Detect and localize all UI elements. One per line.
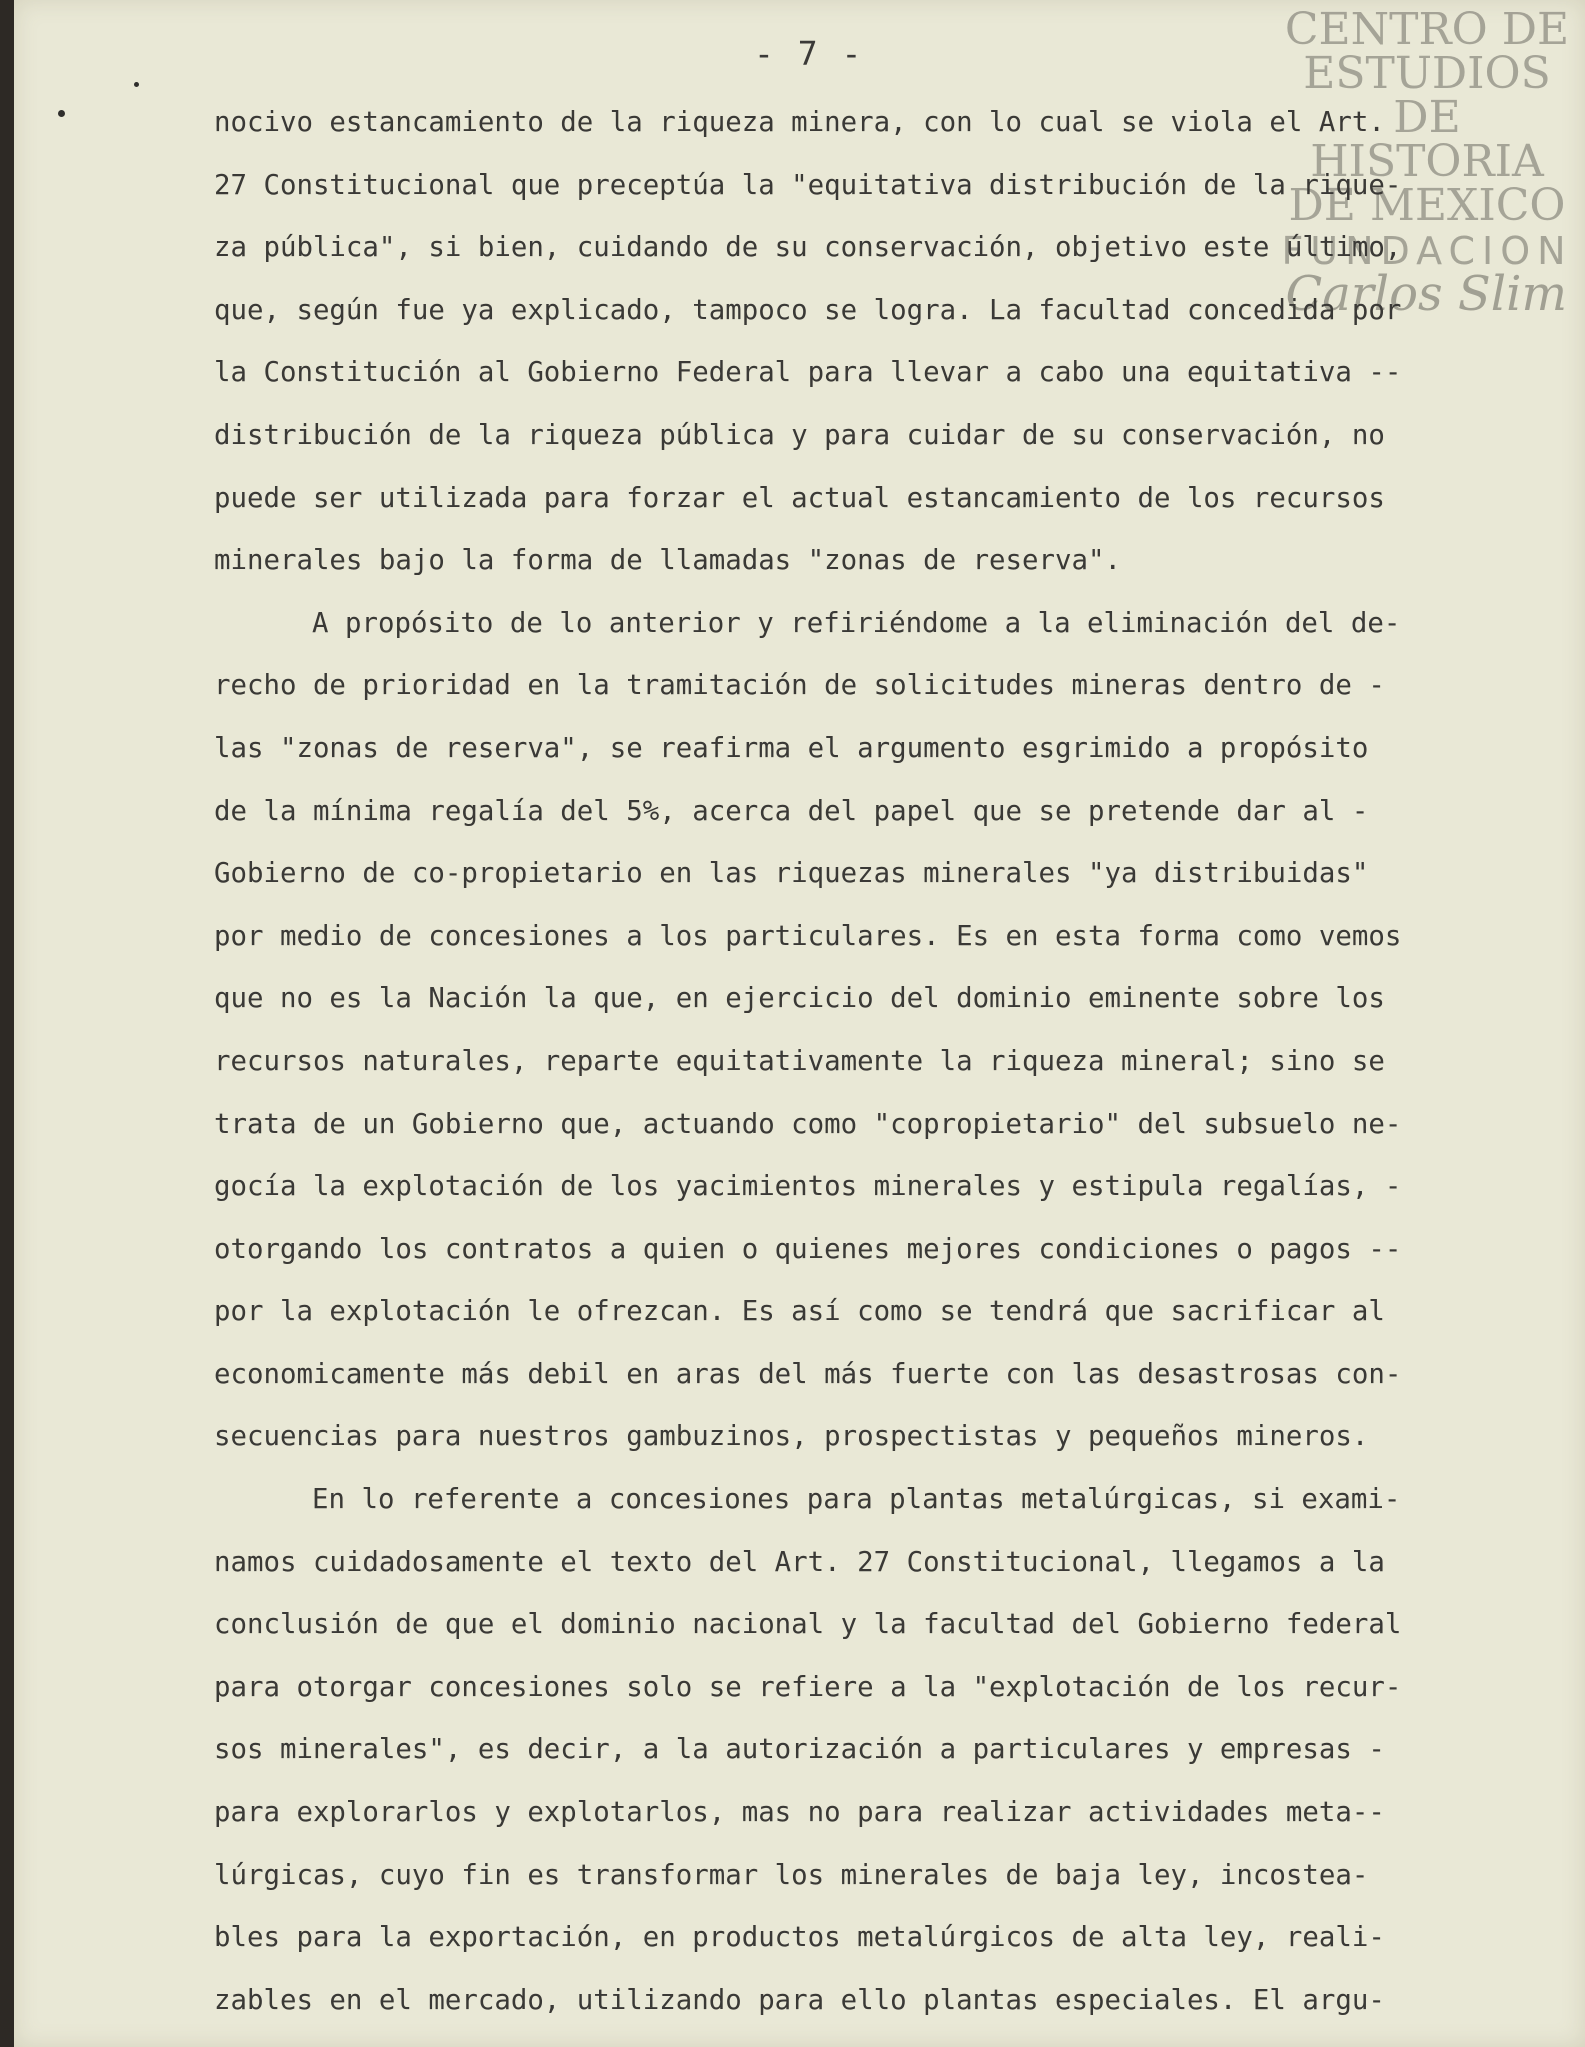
text-line: las "zonas de reserva", se reafirma el argumento esgrimido a propósito — [214, 732, 1369, 764]
text-line: distribución de la riqueza pública y para cuidar de su conservación, no — [214, 419, 1385, 451]
text-line: Gobierno de co-propietario en las riquezas minerales "ya distribuidas" — [214, 858, 1369, 890]
watermark-signature: Carlos Slim — [1285, 266, 1567, 322]
text-line: recursos naturales, reparte equitativamente la riqueza mineral; sino se — [214, 1045, 1385, 1077]
text-line: la Constitución al Gobierno Federal para llevar a cabo una equitativa -- — [214, 357, 1402, 389]
paragraph-first-line: En lo referente a concesiones para plantas metalúrgicas, si exami- — [312, 1484, 1401, 1516]
text-line: economicamente más debil en aras del más fuerte con las desastrosas con- — [214, 1358, 1402, 1390]
text-line: minerales bajo la forma de llamadas "zonas de reserva". — [214, 545, 1121, 577]
watermark-line: DE HISTORIA — [1310, 92, 1544, 187]
text-line: por la explotación le ofrezcan. Es así como se tendrá que sacrificar al — [214, 1296, 1385, 1328]
text-line: que no es la Nación la que, en ejercicio del dominio eminente sobre los — [214, 983, 1385, 1015]
text-line: zables en el mercado, utilizando para ello plantas especiales. El argu- — [214, 1984, 1385, 2016]
text-line: para explorarlos y explotarlos, mas no para realizar actividades meta-- — [214, 1797, 1385, 1829]
text-line: recho de prioridad en la tramitación de solicitudes mineras dentro de - — [214, 670, 1385, 702]
text-line: namos cuidadosamente el texto del Art. 27 Constitucional, llegamos a la — [214, 1546, 1385, 1578]
text-line: gocía la explotación de los yacimientos minerales y estipula regalías, - — [214, 1171, 1402, 1203]
document-body — [214, 92, 1559, 2032]
watermark-line: FUNDACION — [1281, 229, 1573, 273]
text-line: trata de un Gobierno que, actuando como "copropietario" del subsuelo ne- — [214, 1108, 1402, 1140]
ink-dot-mark — [134, 82, 139, 87]
typewritten-page — [14, 0, 1585, 2047]
text-line: por medio de concesiones a los particulares. Es en esta forma como vemos — [214, 920, 1402, 952]
ink-dot-mark — [58, 110, 65, 117]
text-line: conclusión de que el dominio nacional y la facultad del Gobierno federal — [214, 1609, 1402, 1641]
text-line: de la mínima regalía del 5%, acerca del papel que se pretende dar al - — [214, 795, 1369, 827]
watermark-line: DE MEXICO — [1288, 180, 1566, 231]
text-line: puede ser utilizada para forzar el actual estancamiento de los recursos — [214, 482, 1385, 514]
page-number: - 7 - — [754, 34, 864, 73]
text-line: 27 Constitucional que preceptúa la "equitativa distribución de la rique- — [214, 169, 1402, 201]
text-line: bles para la exportación, en productos metalúrgicos de alta ley, reali- — [214, 1922, 1385, 1954]
text-line: secuencias para nuestros gambuzinos, prospectistas y pequeños mineros. — [214, 1421, 1369, 1453]
paragraph-first-line: A propósito de lo anterior y refiriéndome a la eliminación del de- — [312, 607, 1401, 639]
text-line: para otorgar concesiones solo se refiere a la "explotación de los recur- — [214, 1671, 1402, 1703]
text-line: za pública", si bien, cuidando de su conservación, objetivo este último, — [214, 232, 1402, 264]
text-line: nocivo estancamiento de la riqueza minera, con lo cual se viola el Art. — [214, 107, 1385, 138]
watermark-line: ESTUDIOS — [1303, 48, 1551, 99]
text-line: sos minerales", es decir, a la autorización a particulares y empresas - — [214, 1734, 1385, 1766]
text-line: lúrgicas, cuyo fin es transformar los minerales de baja ley, incostea- — [214, 1859, 1369, 1891]
watermark-line: CENTRO DE — [1284, 4, 1570, 55]
text-line: otorgando los contratos a quien o quienes mejores condiciones o pagos -- — [214, 1233, 1402, 1265]
text-line: que, según fue ya explicado, tampoco se logra. La facultad concedida por — [214, 294, 1402, 326]
